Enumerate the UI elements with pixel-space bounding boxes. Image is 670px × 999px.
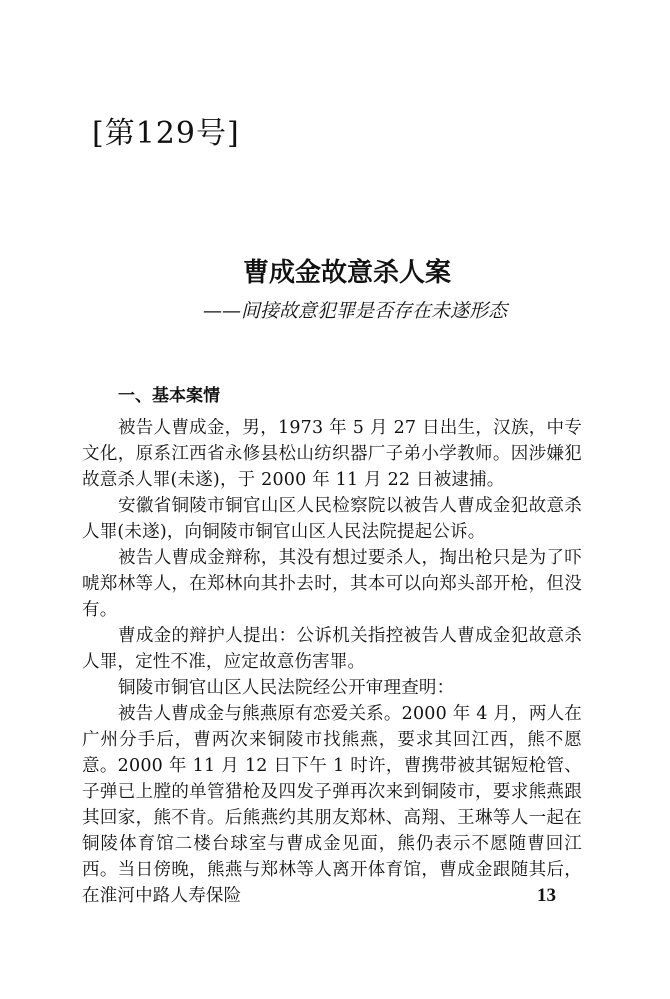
case-subtitle: ——间接故意犯罪是否存在未遂形态 (202, 300, 507, 322)
paragraph: 被告人曹成金，男，1973 年 5 月 27 日出生，汉族，中专文化，原系江西省永修县松山纺织器厂子弟小学教师。因涉嫌犯故意杀人罪(未遂)，于 2000 年 11 月 22 日被逮捕。 (82, 418, 582, 490)
page-number: 13 (537, 885, 556, 906)
paragraph: 被告人曹成金与熊燕原有恋爱关系。2000 年 4 月，两人在广州分手后，曹两次来铜陵市找熊燕，要求其回江西，熊不愿意。2000 年 11 月 12 日下午 1 时许，曹携带被其锯短枪管、子弹已上膛的单管猎枪及四发子弹再次来到铜陵市，要求熊燕跟其回家，熊不肯。后熊燕约其朋友郑林、高翔、王琳等人一起在铜陵体育馆二楼台球室与曹成金见面，熊仍表示不愿随曹回江西。当日傍晚，熊燕与郑林等人离开体育馆，曹成金跟随其后，在淮河中路人寿保险 (82, 704, 582, 906)
paragraph: 被告人曹成金辩称，其没有想过要杀人，掏出枪只是为了吓唬郑林等人，在郑林向其扑去时，其本可以向郑头部开枪，但没有。 (82, 548, 582, 620)
case-title: 曹成金故意杀人案 (242, 258, 451, 288)
paragraph: 曹成金的辩护人提出：公诉机关指控被告人曹成金犯故意杀人罪，定性不准，应定故意伤害罪。 (82, 626, 582, 672)
paragraph: 铜陵市铜官山区人民法院经公开审理查明： (118, 678, 455, 698)
section-heading: 一、基本案情 (118, 386, 220, 406)
case-number: [第129号] (92, 116, 240, 151)
body-text (82, 415, 582, 909)
paragraph: 安徽省铜陵市铜官山区人民检察院以被告人曹成金犯故意杀人罪(未遂)，向铜陵市铜官山区人民法院提起公诉。 (82, 496, 582, 542)
